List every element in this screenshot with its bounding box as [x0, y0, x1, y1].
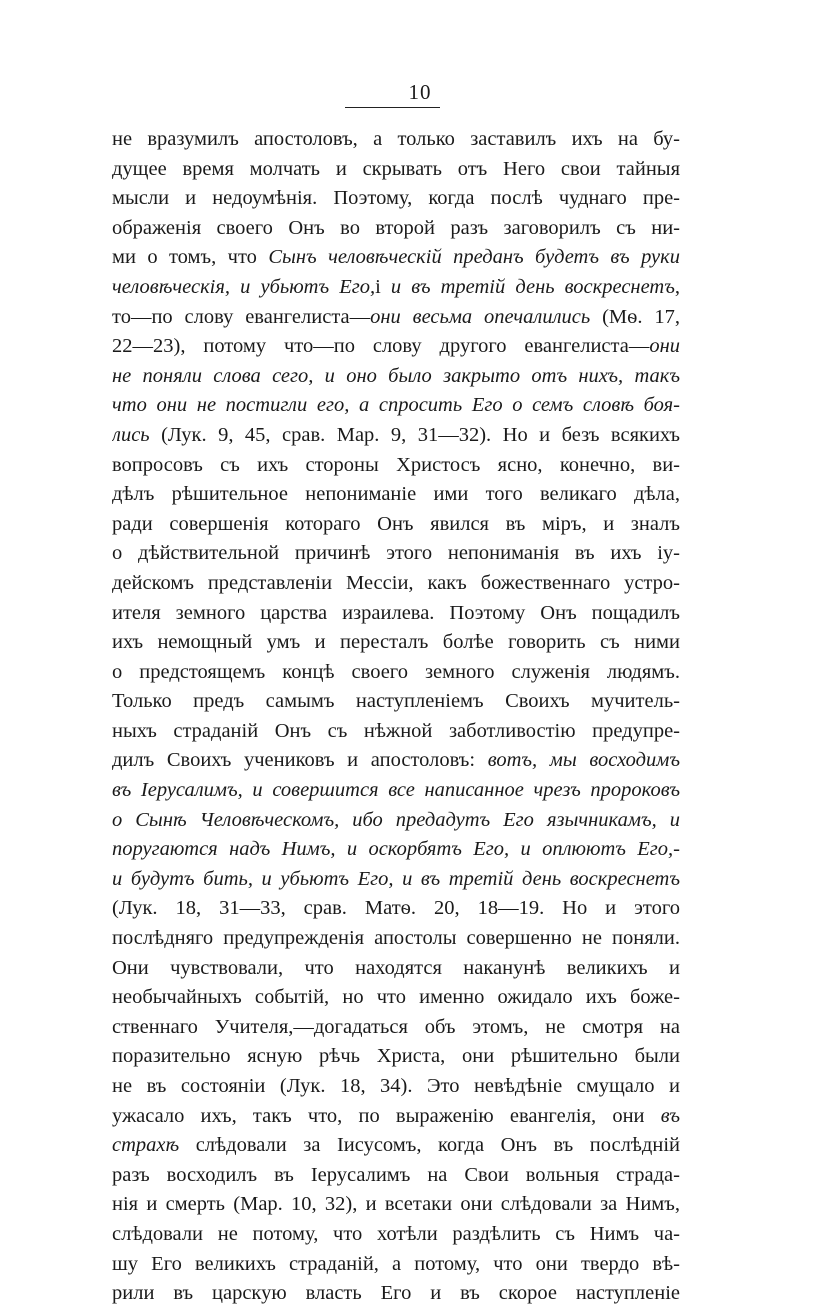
text-line — [112, 954, 680, 984]
italic-text-segment: что они не постигли его, а спросить Его о семъ словѣ боя- — [112, 394, 680, 417]
text-segment: (Лук. 18, 31—33, срав. Матѳ. 20, 18—19. Но и этого — [112, 897, 680, 920]
text-line — [112, 1131, 680, 1161]
text-segment: ми о томъ, что — [112, 246, 269, 269]
text-segment: Они чувствовали, что находятся наканунѣ великихъ и — [112, 956, 680, 979]
text-segment: слѣдовали не потому, что хотѣли раздѣлить съ Нимъ ча- — [112, 1222, 680, 1245]
body-text — [112, 125, 680, 1309]
italic-text-segment: и будутъ бить, и убьютъ Его, и въ третій день воскреснетъ — [112, 867, 680, 890]
text-line — [112, 717, 680, 747]
text-line — [112, 983, 680, 1013]
text-segment: ныхъ страданій Онъ съ нѣжной заботливостію предупре- — [112, 719, 680, 742]
text-line — [112, 1102, 680, 1132]
text-segment: рили въ царскую власть Его и въ скорое наступленіе — [112, 1282, 680, 1305]
text-line — [112, 1279, 680, 1309]
italic-text-segment: Сынъ человѣческій преданъ будетъ въ руки — [268, 246, 680, 269]
italic-text-segment: они весьма опечалились — [370, 305, 591, 328]
text-line — [112, 1190, 680, 1220]
italic-text-segment: человѣческія, и убьютъ Его, — [112, 275, 376, 298]
text-line — [112, 273, 680, 303]
text-line — [112, 1161, 680, 1191]
italic-text-segment: вотъ, мы восходимъ — [487, 749, 680, 772]
text-segment: (Мѳ. 17, — [590, 305, 680, 328]
text-segment: не вразумилъ апостоловъ, а только заставилъ ихъ на бу- — [112, 128, 680, 150]
text-line — [112, 391, 680, 421]
text-segment: дѣлъ рѣшительное непониманіе ими того великаго дѣла, — [112, 483, 680, 506]
text-segment: не въ состояніи (Лук. 18, 34). Это невѣдѣніе смущало и — [112, 1075, 680, 1097]
text-line — [112, 303, 680, 333]
text-line — [112, 362, 680, 392]
text-segment: і — [375, 275, 391, 298]
text-line — [112, 924, 680, 954]
text-segment: вопросовъ съ ихъ стороны Христосъ ясно, конечно, ви- — [112, 453, 680, 476]
italic-text-segment: о Сынѣ Человѣческомъ, ибо предадутъ Его язычникамъ, и — [112, 808, 680, 831]
text-line — [112, 658, 680, 688]
italic-text-segment: лись — [112, 423, 150, 446]
italic-text-segment: въ — [660, 1104, 680, 1127]
text-segment: ображенія своего Онъ во второй разъ заговорилъ съ ни- — [112, 216, 680, 239]
text-segment: мысли и недоумѣнія. Поэтому, когда послѣ чуднаго пре- — [112, 187, 680, 210]
text-line — [112, 806, 680, 836]
page-number: 10 — [408, 80, 432, 104]
text-segment: , — [674, 275, 680, 298]
text-line — [112, 746, 680, 776]
text-line — [112, 569, 680, 599]
text-segment: разъ восходилъ въ Іерусалимъ на Свои вольныя страда- — [112, 1163, 680, 1186]
text-line — [112, 894, 680, 924]
italic-text-segment: въ Іерусалимъ, и совершится все написанное чрезъ пророковъ — [112, 779, 680, 802]
text-segment: дейскомъ представленіи Мессіи, какъ божественнаго устро- — [112, 571, 680, 594]
text-segment: слѣдовали за Іисусомъ, когда Онъ въ послѣдній — [179, 1134, 680, 1157]
text-segment: 22—23), потому что—по слову другого евангелиста— — [112, 335, 650, 358]
italic-text-segment: они — [649, 335, 680, 358]
text-line — [112, 214, 680, 244]
text-segment: Только предъ самымъ наступленіемъ Своихъ мучитель- — [112, 690, 680, 713]
text-line — [112, 776, 680, 806]
text-segment: (Лук. 9, 45, срав. Мар. 9, 31—32). Но и безъ всякихъ — [149, 423, 680, 446]
text-segment: дилъ Своихъ учениковъ и апостоловъ: — [112, 749, 488, 772]
text-segment: поразительно ясную рѣчь Христа, они рѣшительно были — [112, 1045, 680, 1068]
text-segment: нія и смерть (Мар. 10, 32), и всетаки они слѣдовали за Нимъ, — [112, 1193, 680, 1216]
text-segment: ужасало ихъ, такъ что, по выраженію евангелія, они — [112, 1104, 661, 1127]
text-segment: послѣдняго предупрежденія апостолы совершенно не поняли. — [112, 927, 680, 950]
text-line — [112, 628, 680, 658]
text-line — [112, 184, 680, 214]
page-number-rule — [345, 107, 440, 108]
text-segment: ителя земного царства израилева. Поэтому Онъ пощадилъ — [112, 601, 680, 624]
text-segment: необычайныхъ событій, но что именно ожидало ихъ боже- — [112, 986, 680, 1009]
text-segment: шу Его великихъ страданій, а потому, что они твердо вѣ- — [112, 1252, 680, 1275]
italic-text-segment: и въ третій день воскреснетъ — [390, 275, 675, 298]
text-segment: то—по слову евангелиста— — [112, 305, 371, 328]
text-line — [112, 510, 680, 540]
text-line — [112, 835, 680, 865]
text-segment: о предстоящемъ концѣ своего земного служенія людямъ. — [112, 660, 680, 683]
text-line — [112, 243, 680, 273]
text-segment: дущее время молчать и скрывать отъ Него свои тайныя — [112, 157, 680, 180]
text-segment: ихъ немощный умъ и пересталъ болѣе говорить съ ними — [112, 631, 680, 654]
text-line — [112, 332, 680, 362]
italic-text-segment: не поняли слова сего, и оно было закрыто отъ нихъ, такъ — [112, 364, 680, 387]
text-segment: о дѣйствительной причинѣ этого непониманія въ ихъ іу- — [112, 542, 680, 565]
text-line — [112, 1220, 680, 1250]
text-line — [112, 599, 680, 629]
italic-text-segment: страхѣ — [112, 1134, 180, 1157]
italic-text-segment: поругаются надъ Нимъ, и оскорбятъ Его, и оплюютъ Его,- — [112, 838, 680, 861]
text-line — [112, 480, 680, 510]
text-line — [112, 421, 680, 451]
text-line — [112, 1250, 680, 1280]
text-line — [112, 155, 680, 185]
text-segment: ради совершенія котораго Онъ явился въ міръ, и зналъ — [112, 512, 680, 535]
text-line — [112, 539, 680, 569]
text-line — [112, 1042, 680, 1072]
text-line — [112, 1013, 680, 1043]
text-segment: ственнаго Учителя,—догадаться объ этомъ, не смотря на — [112, 1015, 680, 1038]
text-line — [112, 687, 680, 717]
text-line — [112, 865, 680, 895]
text-line — [112, 125, 680, 155]
text-line — [112, 1072, 680, 1102]
text-line — [112, 451, 680, 481]
